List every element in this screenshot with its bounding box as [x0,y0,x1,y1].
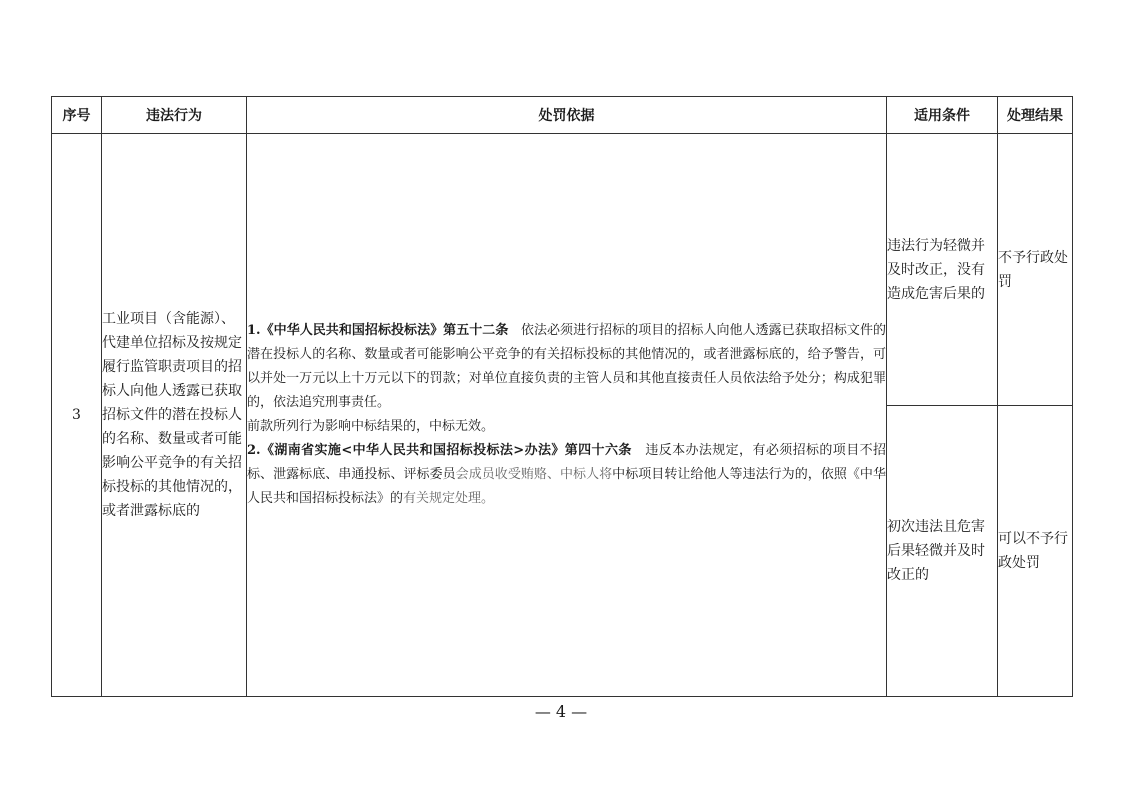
header-condition: 适用条件 [887,97,998,134]
penalty-table [51,96,1073,697]
basis-item-1-text: 依法必须进行招标的项目的招标人向他人透露已获取招标文件的潜在投标人的名称、数量或者可能影响公平竞争的有关招标投标的其他情况的，或者泄露标底的，给予警告，可以并处一万元以上十万元以下的罚款；对单位直接负责的主管人员和其他直接责任人员依法给予处分；构成犯罪的，依法追究刑事责任。 [247,323,886,410]
table-header-row [52,97,1073,134]
header-behavior: 违法行为 [102,97,247,134]
basis-item-2-title: 2.《湖南省实施<中华人民共和国招标投标法>办法》第四十六条 [247,443,632,458]
basis-item-2-text-a: 违反本办法规定，有必须招标的项目不招标、泄露标底、串通投标、评标委员 [247,443,886,482]
basis-item-2-text-c: 中标项目转让给他人等违法行为的，依照《中华人民共和国招标投标法》的 [247,467,886,506]
header-seq: 序号 [52,97,102,134]
basis-item-2-text-d: 有关规定处理。 [403,491,495,506]
row-behavior: 工业项目（含能源）、代建单位招标及按规定履行监管职责项目的招标人向他人透露已获取招标文件的潜在投标人的名称、数量或者可能影响公平竞争的有关招标投标的其他情况的，或者泄露标底的 [102,134,247,697]
basis-item-1-extra: 前款所列行为影响中标结果的，中标无效。 [247,419,495,434]
condition-1: 违法行为轻微并及时改正，没有造成危害后果的 [887,134,998,406]
basis-item-1-title: 1.《中华人民共和国招标投标法》第五十二条 [247,323,509,338]
basis-item-2-text-b: 会成员收受贿赂、中标人将 [455,467,613,482]
basis-item-1 [247,319,886,415]
condition-2: 初次违法且危害后果轻微并及时改正的 [887,406,998,697]
result-1: 不予行政处罚 [998,134,1073,406]
header-basis: 处罚依据 [247,97,887,134]
result-2: 可以不予行政处罚 [998,406,1073,697]
basis-item-2 [247,439,886,511]
table-row [52,134,1073,406]
page-number: — 4 — [534,702,588,721]
header-result: 处理结果 [998,97,1073,134]
row-seq: 3 [52,134,102,697]
row-basis [247,134,887,697]
